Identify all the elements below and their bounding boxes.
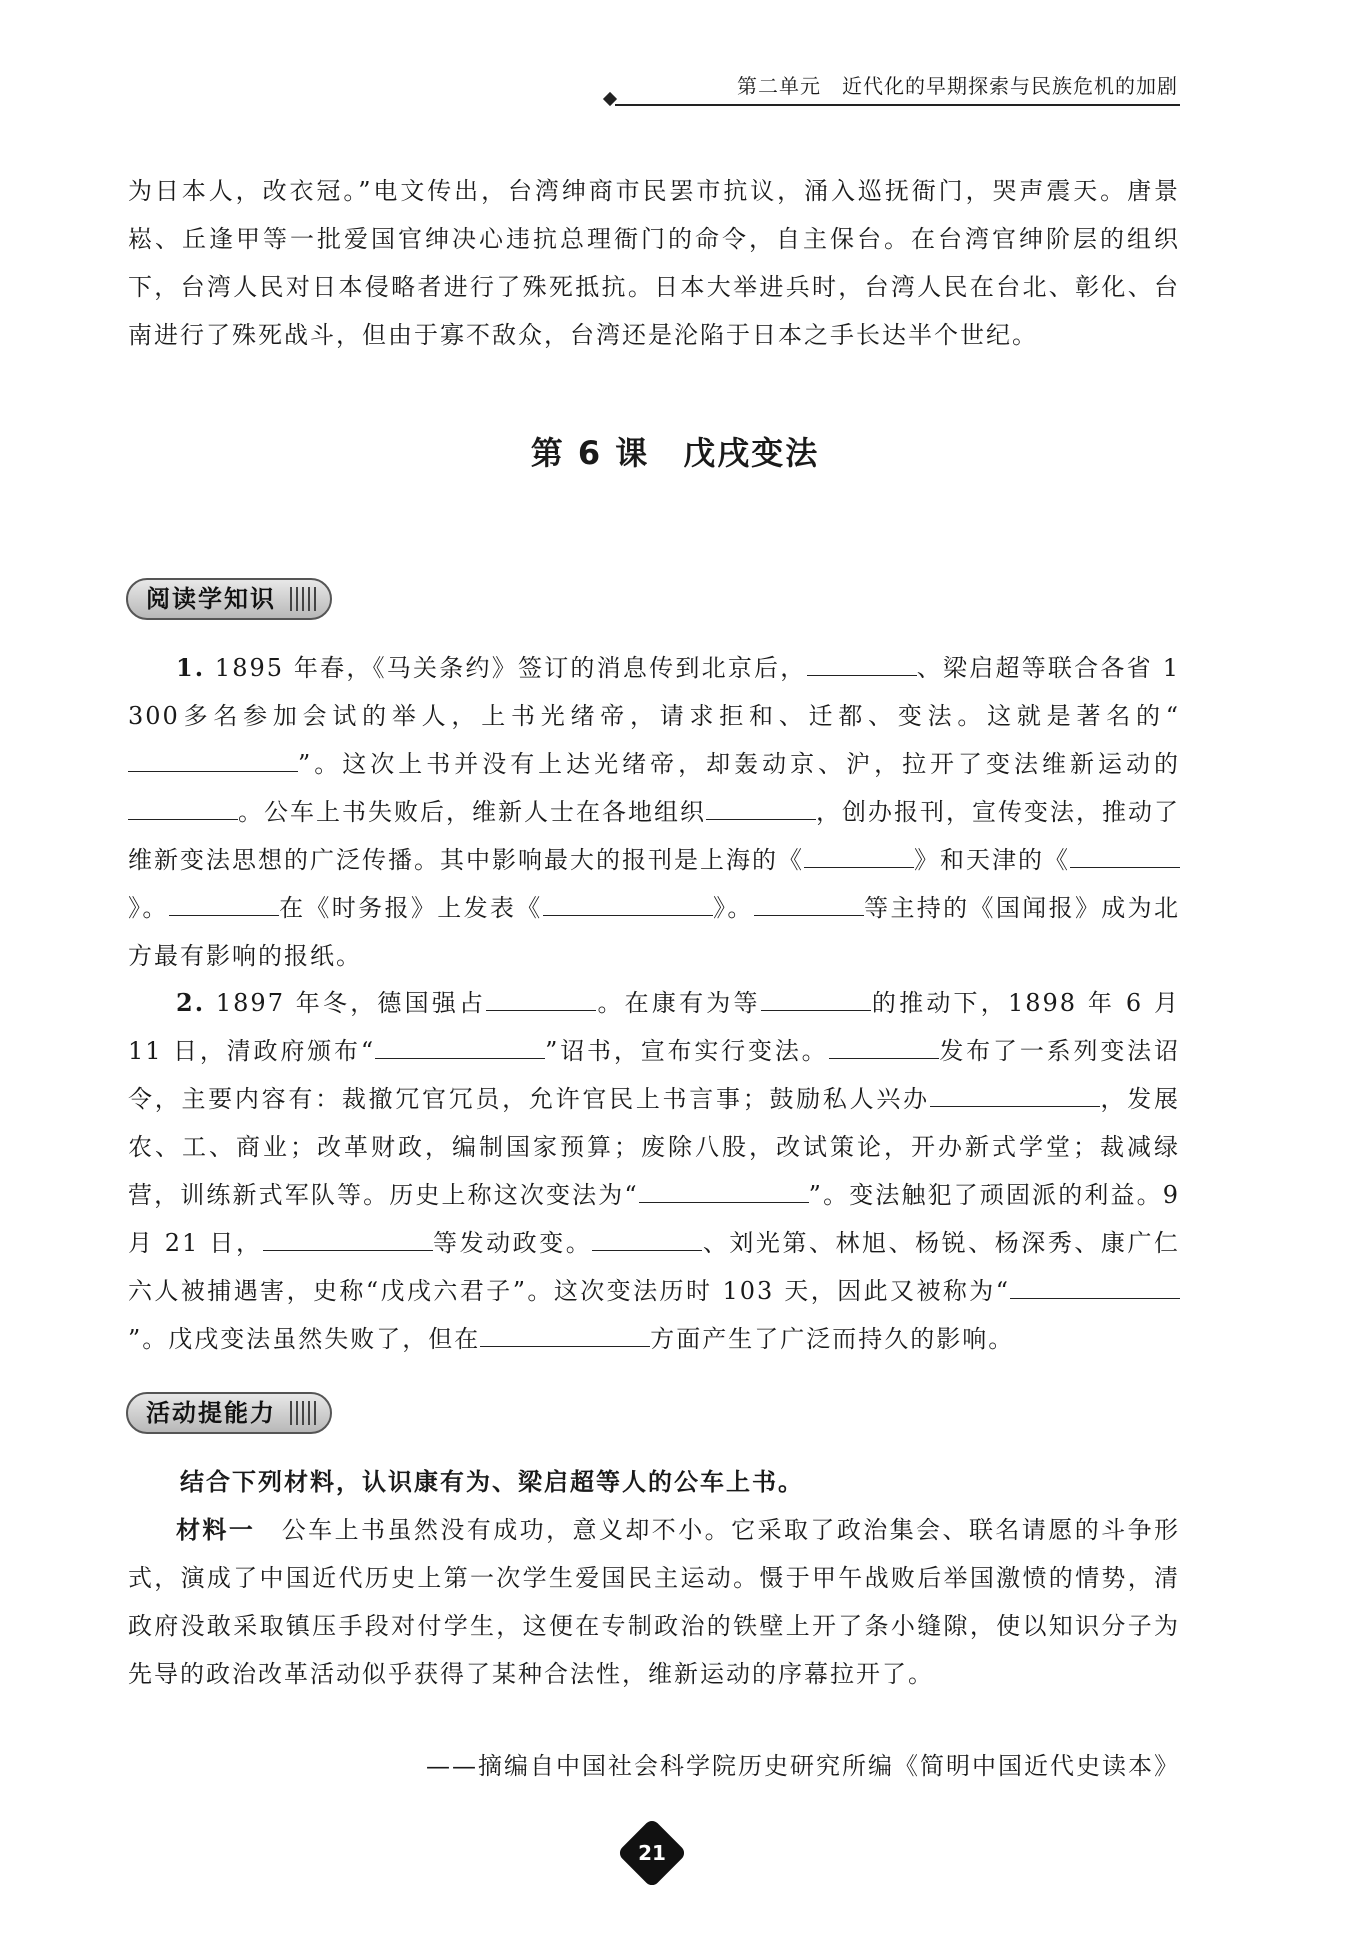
question-text: 》和天津的《: [914, 846, 1070, 874]
answer-blank[interactable]: [706, 789, 816, 820]
diamond-icon: [603, 92, 617, 106]
material-1: [128, 1506, 1180, 1698]
answer-blank[interactable]: [930, 1076, 1100, 1107]
question-text: 的推动下，1898 年 6 月 11 日，清政府颁布“: [128, 989, 1181, 1065]
answer-blank[interactable]: [1070, 837, 1180, 868]
question-text: ”。这次上书并没有上达光绪帝，却轰动京、沪，拉开了变法维新运动的: [298, 750, 1180, 778]
answer-blank[interactable]: [592, 1220, 702, 1251]
lesson-title: 第 6 课 戊戌变法: [530, 434, 820, 472]
activity-prompt: 结合下列材料，认识康有为、梁启超等人的公车上书。: [180, 1468, 804, 1496]
material-source: ——摘编自中国社会科学院历史研究所编《简明中国近代史读本》: [426, 1752, 1180, 1780]
answer-blank[interactable]: [263, 1220, 433, 1251]
answer-blank[interactable]: [128, 789, 238, 820]
question-text: 、刘光第、林旭、杨锐、杨深秀、康广仁六人被捕遇害，史称“戊戌六君子”。这次变法历时 103 天，因此又被称为“: [128, 1229, 1181, 1305]
stripes-decoration: [290, 587, 320, 611]
intro-paragraph: 为日本人，改衣冠。”电文传出，台湾绅商市民罢市抗议，涌入巡抚衙门，哭声震天。唐景崧、丘逢甲等一批爱国官绅决心违抗总理衙门的命令，自主保台。在台湾官绅阶层的组织下，台湾人民对日本侵略者进行了殊死抵抗。日本大举进兵时，台湾人民在台北、彰化、台南进行了殊死战斗，但由于寡不敌众，台湾还是沦陷于日本之手长达半个世纪。: [128, 177, 1180, 349]
question-text: 方面产生了广泛而持久的影响。: [650, 1325, 1015, 1353]
question-number: 2.: [176, 988, 206, 1017]
question-2: [128, 979, 1180, 1363]
page-header: [615, 76, 1180, 106]
answer-blank[interactable]: [543, 885, 713, 916]
question-text: 。公车上书失败后，维新人士在各地组织: [238, 798, 706, 826]
question-1: [128, 644, 1180, 980]
section-badge-reading: [126, 578, 332, 620]
answer-blank[interactable]: [1010, 1268, 1180, 1299]
answer-blank[interactable]: [128, 741, 298, 772]
question-text: ”诏书，宣布实行变法。: [545, 1037, 829, 1065]
section-label: 阅读学知识: [146, 585, 276, 613]
material-text: 公车上书虽然没有成功，意义却不小。它采取了政治集会、联名请愿的斗争形式，演成了中国近代历史上第一次学生爱国民主运动。慑于甲午战败后举国激愤的情势，清政府没敢采取镇压手段对付学生，这便在专制政治的铁壁上开了条小缝隙，使以知识分子为先导的政治改革活动似乎获得了某种合法性，维新运动的序幕拉开了。: [128, 1516, 1181, 1688]
answer-blank[interactable]: [480, 1316, 650, 1347]
section-label: 活动提能力: [146, 1399, 276, 1427]
answer-blank[interactable]: [754, 885, 864, 916]
question-text: 等主持的《国闻报》成为北方最有影响的报纸。: [128, 894, 1181, 970]
answer-blank[interactable]: [486, 980, 596, 1011]
question-text: 》。: [712, 894, 754, 922]
question-text: ，创办报刊，宣传变法，推动了维新变法思想的广泛传播。其中影响最大的报刊是上海的《: [128, 798, 1180, 874]
question-text: 1897 年冬，德国强占: [205, 989, 487, 1017]
answer-blank[interactable]: [829, 1028, 939, 1059]
unit-title: 第二单元 近代化的早期探索与民族危机的加剧: [737, 74, 1178, 98]
question-text: 。在康有为等: [596, 989, 761, 1017]
answer-blank[interactable]: [807, 645, 917, 676]
material-label: 材料一: [176, 1515, 256, 1544]
question-text: ”。变法触犯了顽固派的利益。9 月 21 日，: [128, 1181, 1180, 1257]
answer-blank[interactable]: [375, 1028, 545, 1059]
question-text: 在《时务报》上发表《: [278, 894, 543, 922]
stripes-decoration: [290, 1401, 320, 1425]
answer-blank[interactable]: [804, 837, 914, 868]
question-text: 、梁启超等联合各省 1 300多名参加会试的举人，上书光绪帝，请求拒和、迁都、变法。这就是著名的“: [128, 654, 1180, 730]
question-text: 》。: [128, 894, 169, 922]
answer-blank[interactable]: [639, 1172, 809, 1203]
question-text: 发布了一系列变法诏令，主要内容有：裁撤冗官冗员，允许官民上书言事；鼓励私人兴办: [128, 1037, 1180, 1113]
page-number: 21: [638, 1841, 666, 1865]
question-number: 1.: [176, 653, 206, 682]
question-text: 1895 年春，《马关条约》签订的消息传到北京后，: [205, 654, 807, 682]
question-text: ”。戊戌变法虽然失败了，但在: [128, 1325, 481, 1353]
answer-blank[interactable]: [169, 885, 279, 916]
question-text: ，发展农、工、商业；改革财政，编制国家预算；废除八股，改试策论，开办新式学堂；裁减绿营，训练新式军队等。历史上称这次变法为“: [128, 1085, 1181, 1209]
section-badge-activity: [126, 1392, 332, 1434]
page-number-badge: [617, 1818, 688, 1889]
answer-blank[interactable]: [761, 980, 871, 1011]
question-text: 等发动政变。: [432, 1229, 593, 1257]
